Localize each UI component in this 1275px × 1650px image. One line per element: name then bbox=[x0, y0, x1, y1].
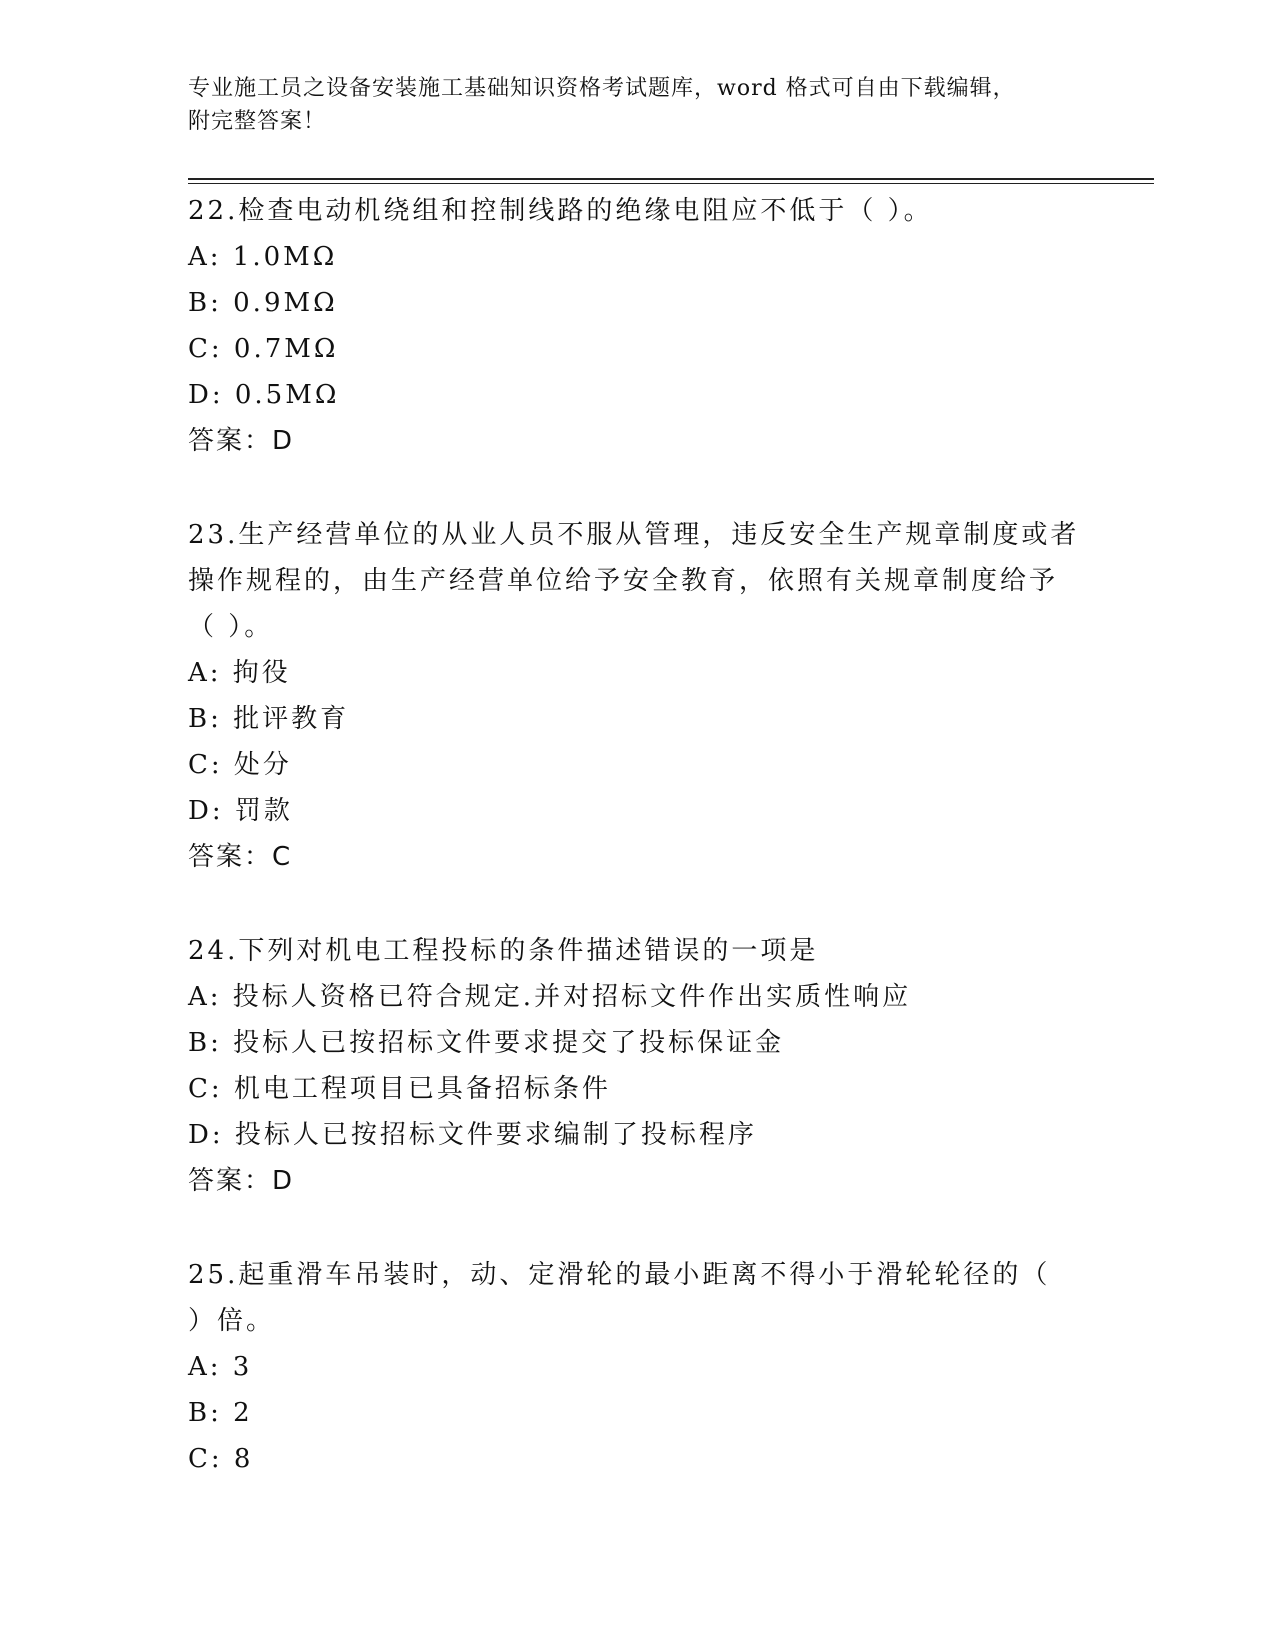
question-24 bbox=[188, 928, 1088, 1204]
question-list bbox=[188, 188, 1088, 1530]
question-text-continued: 操作规程的，由生产经营单位给予安全教育，依照有关规章制度给予 bbox=[188, 566, 1059, 596]
option-b: B: 批评教育 bbox=[188, 704, 350, 734]
header-line-2: 附完整答案！ bbox=[188, 109, 327, 134]
question-text: 25.起重滑车吊装时，动、定滑轮的最小距离不得小于滑轮轮径的（ bbox=[188, 1260, 1051, 1290]
option-d: D: 投标人已按招标文件要求编制了投标程序 bbox=[188, 1120, 757, 1150]
answer-line: 答案：D bbox=[188, 426, 295, 456]
header-line-1: 专业施工员之设备安装施工基础知识资格考试题库，word 格式可自由下载编辑， bbox=[188, 76, 1016, 101]
option-d: D: 0.5MΩ bbox=[188, 380, 340, 410]
question-25 bbox=[188, 1252, 1088, 1482]
answer-line: 答案：C bbox=[188, 842, 293, 872]
option-d: D: 罚款 bbox=[188, 796, 293, 826]
option-b: B: 2 bbox=[188, 1398, 253, 1428]
question-text-continued: ）倍。 bbox=[188, 1306, 276, 1336]
option-c: C: 处分 bbox=[188, 750, 292, 780]
option-b: B: 0.9MΩ bbox=[188, 288, 338, 318]
header-divider-thin bbox=[188, 183, 1154, 184]
option-c: C: 8 bbox=[188, 1444, 254, 1474]
question-23 bbox=[188, 512, 1088, 880]
header-divider-thick bbox=[188, 178, 1154, 180]
document-header-note bbox=[188, 72, 1088, 138]
option-a: A: 投标人资格已符合规定.并对招标文件作出实质性响应 bbox=[188, 982, 912, 1012]
question-text: 24.下列对机电工程投标的条件描述错误的一项是 bbox=[188, 936, 819, 966]
answer-line: 答案：D bbox=[188, 1166, 295, 1196]
option-c: C: 0.7MΩ bbox=[188, 334, 339, 364]
option-a: A: 拘役 bbox=[188, 658, 291, 688]
question-text: 22.检查电动机绕组和控制线路的绝缘电阻应不低于（ ）。 bbox=[188, 196, 933, 226]
option-a: A: 3 bbox=[188, 1352, 253, 1382]
question-text-continued: （ ）。 bbox=[188, 612, 274, 642]
question-22 bbox=[188, 188, 1088, 464]
option-b: B: 投标人已按招标文件要求提交了投标保证金 bbox=[188, 1028, 785, 1058]
option-c: C: 机电工程项目已具备招标条件 bbox=[188, 1074, 611, 1104]
option-a: A: 1.0MΩ bbox=[188, 242, 338, 272]
question-text: 23.生产经营单位的从业人员不服从管理，违反安全生产规章制度或者 bbox=[188, 520, 1080, 550]
